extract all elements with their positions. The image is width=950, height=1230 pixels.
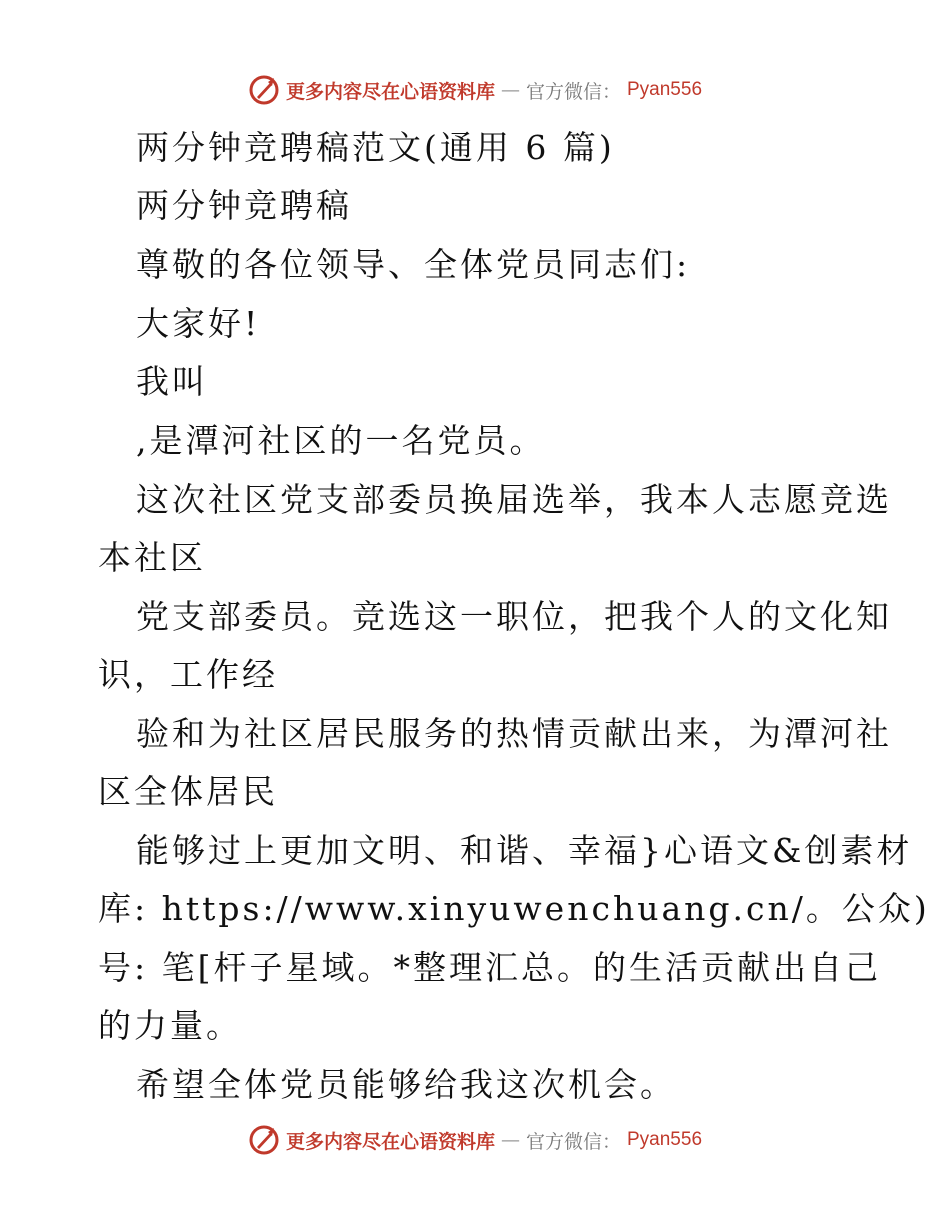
- paragraph-line: 号: 笔[杆子星域。*整理汇总。的生活贡献出自己: [98, 948, 881, 987]
- paragraph-line: 验和为社区居民服务的热情贡献出来，为潭河社: [136, 714, 892, 753]
- paragraph-line: 这次社区党支部委员换届选举，我本人志愿竞选: [136, 480, 892, 519]
- paragraph-line: 的力量。: [98, 1006, 242, 1045]
- watermark-brand: 更多内容尽在心语资料库: [285, 1130, 495, 1153]
- watermark-label: 官方微信：: [525, 1130, 621, 1153]
- paragraph-line: ,是潭河社区的一名党员。: [136, 421, 546, 460]
- paragraph-line: 党支部委员。竞选这一职位，把我个人的文化知: [136, 597, 892, 636]
- paragraph-line: 我叫: [136, 362, 208, 401]
- salutation: 尊敬的各位领导、全体党员同志们:: [136, 245, 691, 284]
- paragraph-line: 识，工作经: [98, 655, 278, 694]
- header-watermark: [0, 70, 950, 110]
- paragraph-line: 库: https://www.xinyuwenchuang.cn/。公众): [98, 889, 930, 928]
- paragraph-line: 本社区: [98, 538, 206, 577]
- paragraph-line: 希望全体党员能够给我这次机会。: [136, 1065, 676, 1104]
- section-heading: 两分钟竞聘稿: [136, 186, 352, 225]
- paragraph-line: 区全体居民: [98, 772, 278, 811]
- document-title: 两分钟竞聘稿范文(通用 6 篇): [136, 128, 615, 167]
- greeting: 大家好!: [136, 304, 261, 343]
- paragraph-line: 能够过上更加文明、和谐、幸福}心语文&创素材: [136, 831, 913, 870]
- watermark-dash: —: [500, 1129, 520, 1151]
- watermark-brand: 更多内容尽在心语资料库: [285, 80, 495, 103]
- quill-logo-icon: [248, 1124, 280, 1156]
- watermark-wechat-id: Pyan556: [627, 79, 703, 100]
- quill-logo-icon: [248, 74, 280, 106]
- watermark-wechat-id: Pyan556: [627, 1129, 703, 1150]
- footer-watermark: [0, 1120, 950, 1160]
- watermark-dash: —: [500, 79, 520, 101]
- watermark-label: 官方微信：: [525, 80, 621, 103]
